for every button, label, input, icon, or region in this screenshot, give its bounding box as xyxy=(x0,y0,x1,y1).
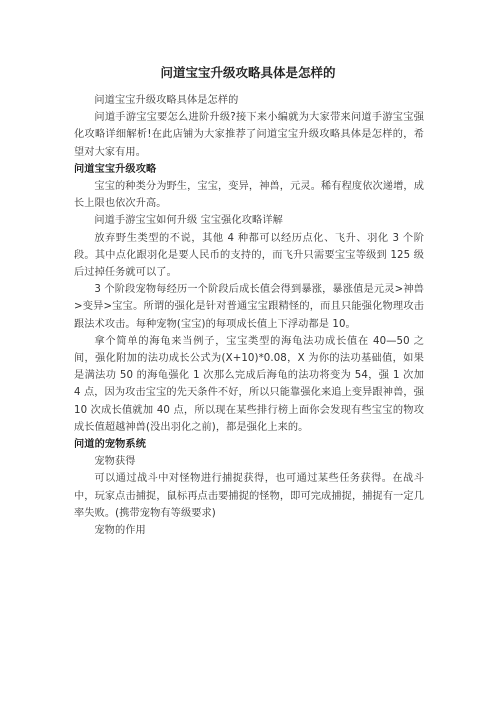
page-title: 问道宝宝升级攻略具体是怎样的 xyxy=(160,65,336,80)
section-heading: 问道的宠物系统 xyxy=(74,439,147,451)
paragraph: 3 个阶段宠物每经历一个阶段后成长值会得到暴涨，暴涨值是元灵>神兽>变异>宝宝。所谓的强化是针对普通宝宝跟精怪的，而且只能强化物理攻击跟法术攻击。每种宠物(宝宝)的每项成长值上下浮动都是 10。 xyxy=(74,284,424,330)
paragraph: 宠物获得 xyxy=(94,456,136,468)
section-heading: 问道宝宝升级攻略 xyxy=(74,163,157,175)
paragraph: 宝宝的种类分为野生，宝宝，变异，神兽，元灵。稀有程度依次递增，成长上限也依次升高。 xyxy=(74,181,424,210)
article-body xyxy=(74,92,424,539)
paragraph: 可以通过战斗中对怪物进行捕捉获得，也可通过某些任务获得。在战斗中，玩家点击捕捉，鼠标再点击要捕捉的怪物，即可完成捕捉，捕捉有一定几率失败。(携带宠物有等级要求) xyxy=(74,473,424,519)
paragraph: 问道手游宝宝要怎么进阶升级?接下来小编就为大家带来问道手游宝宝强化攻略详细解析!在此店铺为大家推荐了问道宝宝升级攻略具体是怎样的，希望对大家有用。 xyxy=(74,112,424,158)
paragraph: 问道宝宝升级攻略具体是怎样的 xyxy=(94,95,239,106)
paragraph: 宠物的作用 xyxy=(94,525,146,537)
paragraph: 拿个简单的海龟来当例子，宝宝类型的海龟法功成长值在 40—50 之间，强化附加的法功成长公式为(X+10)*0.08，X 为你的法功基础值，如果是满法功 50 的海龟强化 1 次那么完成后海龟的法功将变为 54，强 1 次加 4 点，因为攻击宝宝的先天条件不好，所以只能靠强化来追上变异跟神兽，强 10 次成长值就加 40 点，所以现在某些排行榜上面你会发现有些宝宝的物攻成长值超越神兽(没出羽化之前)，都是强化上来的。 xyxy=(74,335,424,433)
paragraph: 问道手游宝宝如何升级 宝宝强化攻略详解 xyxy=(94,215,283,227)
paragraph: 放弃野生类型的不说，其他 4 种都可以经历点化、飞升、羽化 3 个阶段。其中点化跟羽化是要人民币的支持的，而飞升只需要宝宝等级到 125 级后过掉任务就可以了。 xyxy=(74,232,424,279)
